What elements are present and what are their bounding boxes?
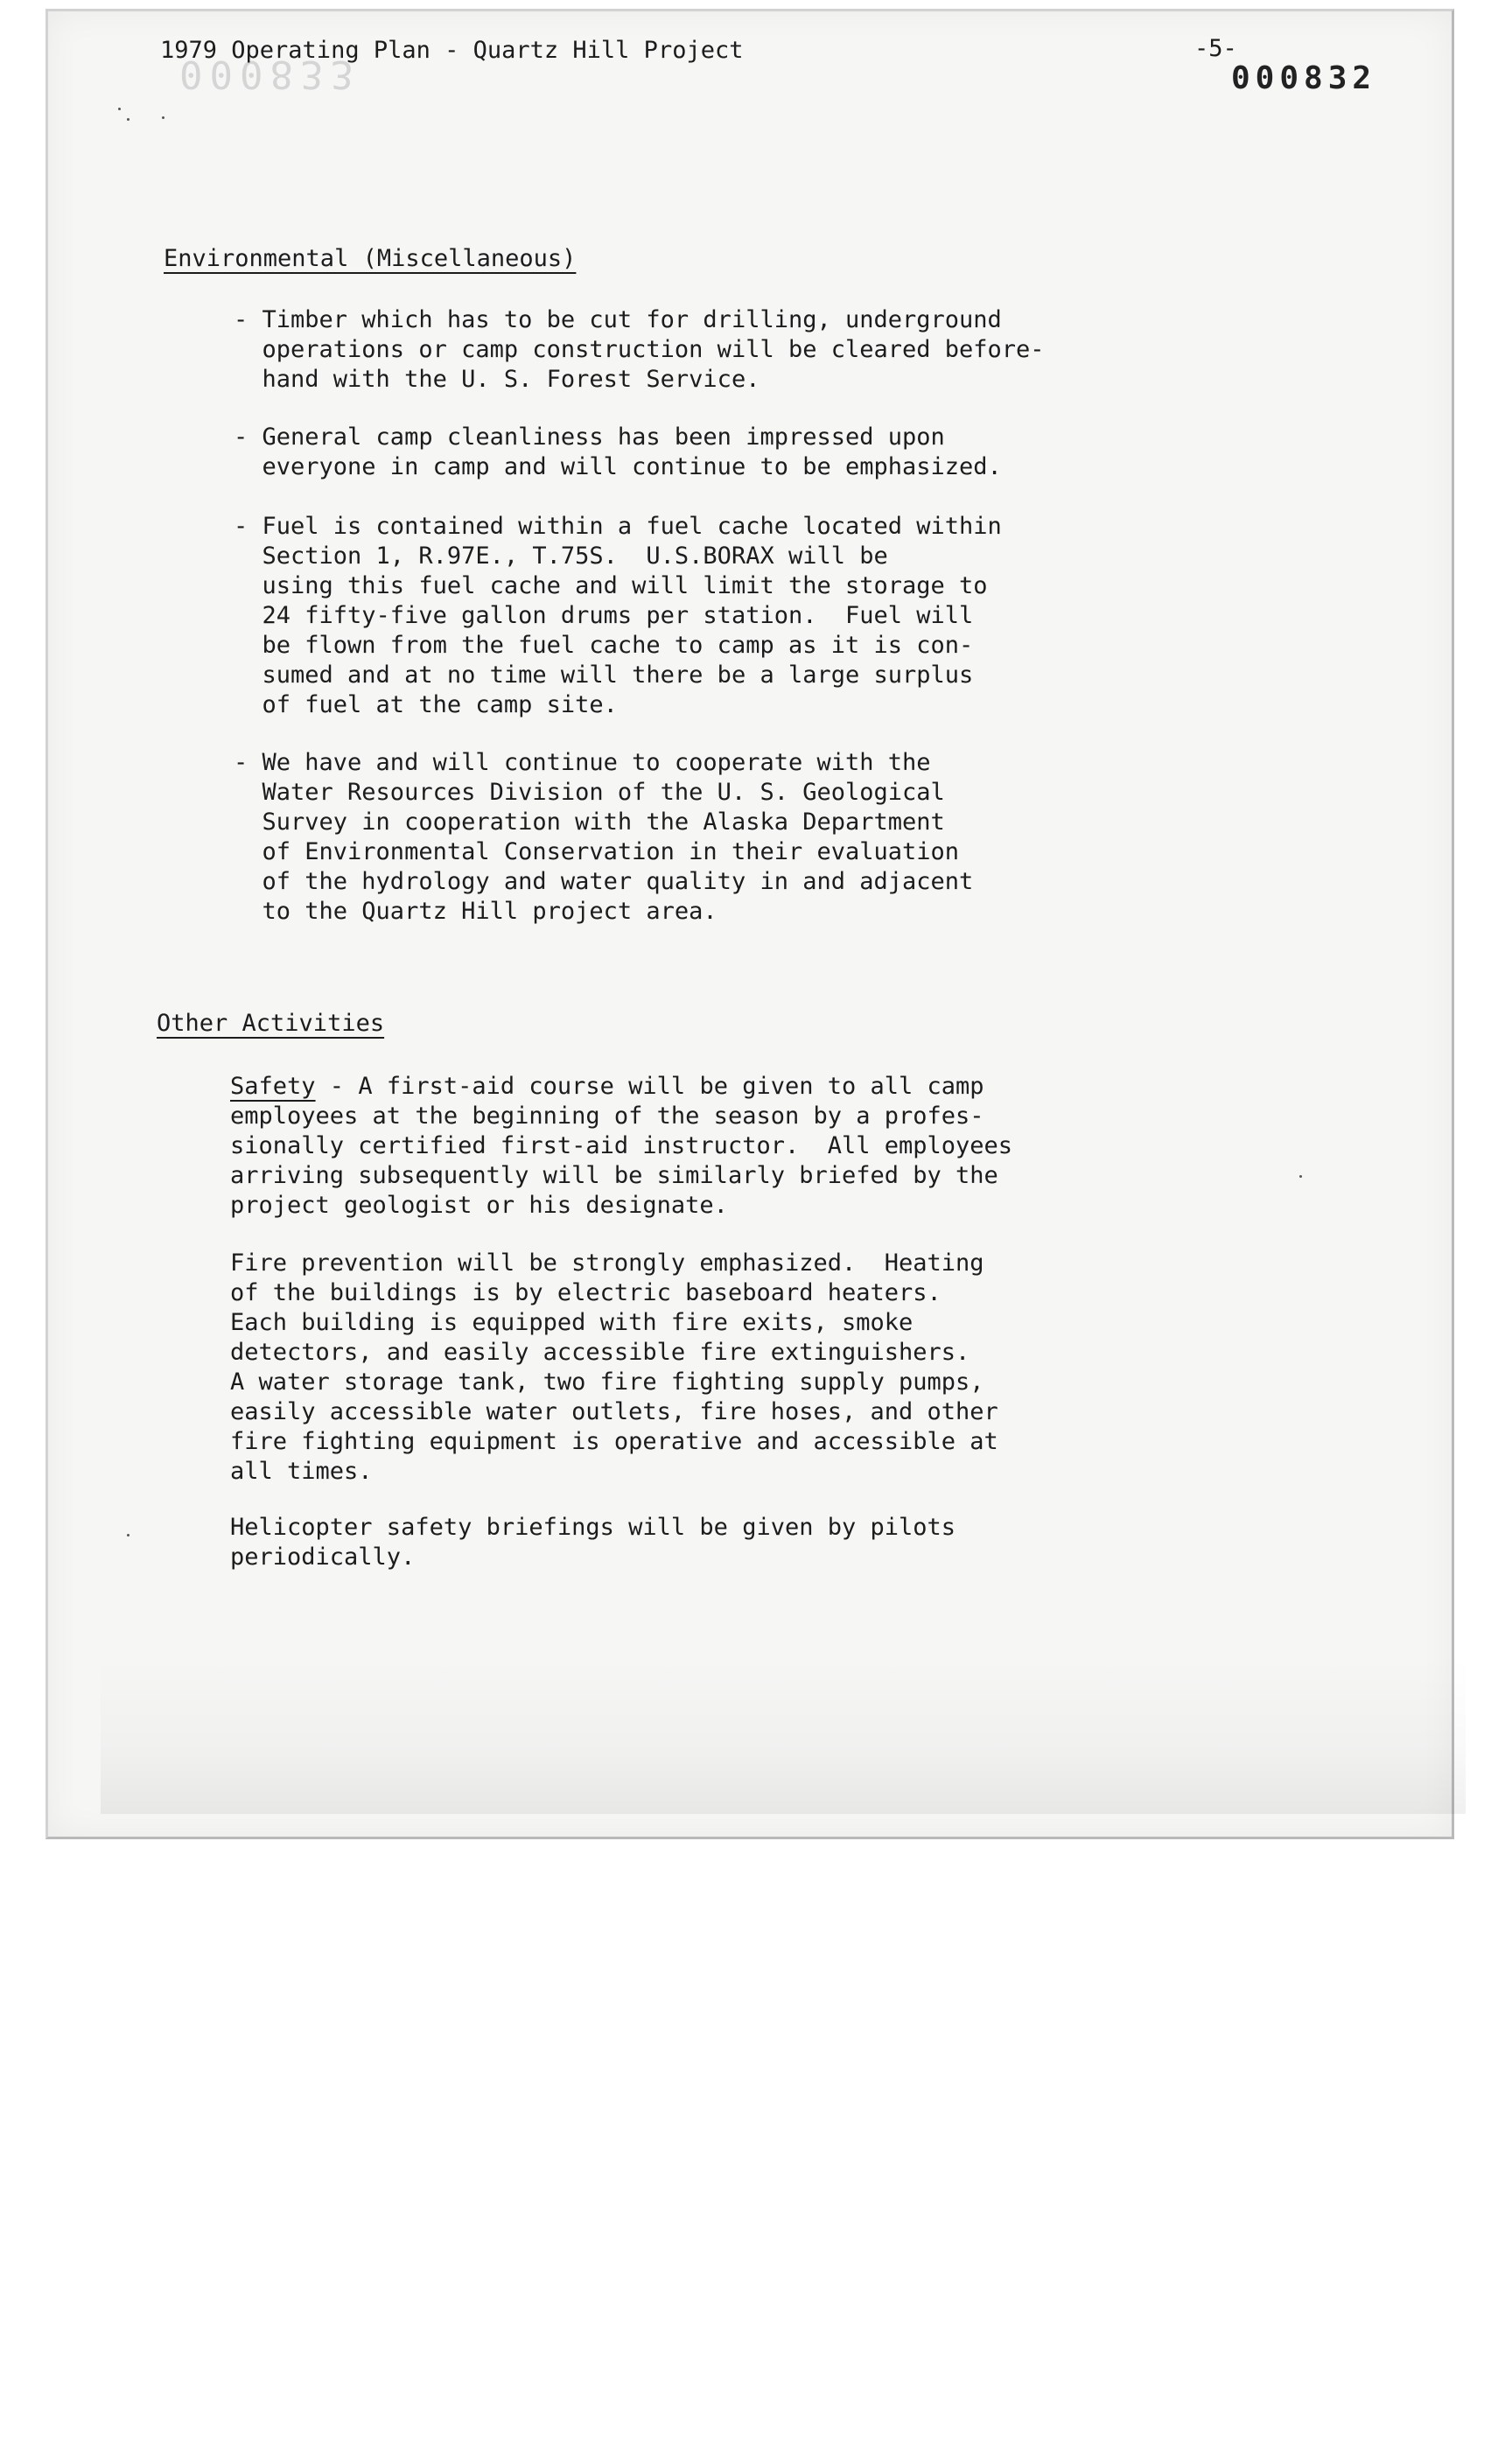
paragraph-line: periodically.	[230, 1544, 416, 1571]
bullet-line: Water Resources Division of the U. S. Geological	[234, 779, 945, 806]
paragraph-line: Fire prevention will be strongly emphasized. Heating	[230, 1250, 984, 1277]
paragraph-line: Each building is equipped with fire exits, smoke	[230, 1309, 914, 1336]
paragraph-line: Helicopter safety briefings will be given by pilots	[230, 1514, 956, 1541]
bullet-line: of fuel at the camp site.	[234, 691, 618, 718]
bullet-line: - Fuel is contained within a fuel cache located within	[234, 513, 1002, 540]
bullet-line: of Environmental Conservation in their evaluation	[234, 838, 960, 865]
bullet-line: sumed and at no time will there be a large surplus	[234, 662, 974, 689]
paragraph-line: arriving subsequently will be similarly briefed by the	[230, 1162, 998, 1189]
paragraph-line-rest: - A first-aid course will be given to all camp	[315, 1073, 984, 1100]
paragraph-line: project geologist or his designate.	[230, 1192, 728, 1219]
safety-lead-label: Safety	[230, 1073, 316, 1100]
bullet-line: to the Quartz Hill project area.	[234, 898, 718, 925]
scan-speck	[118, 108, 121, 110]
document-stamp-number: 000832	[1231, 60, 1377, 96]
scan-speck	[1299, 1175, 1302, 1178]
bullet-line: be flown from the fuel cache to camp as it is con-	[234, 632, 974, 659]
section-heading-other-activities: Other Activities	[157, 1010, 385, 1037]
bullet-line: of the hydrology and water quality in and adjacent	[234, 868, 974, 895]
paragraph-line: of the buildings is by electric baseboard heaters.	[230, 1279, 942, 1306]
paragraph-line: employees at the beginning of the season by a profes-	[230, 1102, 984, 1130]
section-heading-environmental: Environmental (Miscellaneous)	[164, 245, 577, 272]
bullet-line: Survey in cooperation with the Alaska Department	[234, 808, 945, 836]
scan-speck	[162, 116, 164, 119]
bullet-line: operations or camp construction will be cleared before-	[234, 336, 1045, 363]
scan-shading	[101, 1656, 1466, 1814]
bullet-line: - Timber which has to be cut for drilling, underground	[234, 306, 1002, 333]
document-page	[46, 9, 1454, 1839]
bullet-line: using this fuel cache and will limit the storage to	[234, 572, 988, 599]
paragraph-line: easily accessible water outlets, fire hoses, and other	[230, 1398, 998, 1425]
paragraph-line: fire fighting equipment is operative and accessible at	[230, 1428, 998, 1455]
paragraph-line: sionally certified first-aid instructor. All employees	[230, 1132, 1013, 1159]
running-header-title: 1979 Operating Plan - Quartz Hill Project	[160, 37, 744, 64]
bullet-line: everyone in camp and will continue to be emphasized.	[234, 453, 1002, 480]
bullet-line: Section 1, R.97E., T.75S. U.S.BORAX will be	[234, 542, 888, 570]
paragraph-first-line	[230, 1072, 984, 1102]
page-number: -5-	[1194, 35, 1237, 62]
bullet-line: hand with the U. S. Forest Service.	[234, 366, 760, 393]
bullet-line: - General camp cleanliness has been impressed upon	[234, 424, 945, 451]
paragraph-line: A water storage tank, two fire fighting supply pumps,	[230, 1368, 984, 1396]
scan-speck	[127, 118, 130, 121]
bleed-through-stamp: 000833	[179, 52, 360, 96]
paragraph-line: detectors, and easily accessible fire extinguishers.	[230, 1339, 970, 1366]
bullet-line: 24 fifty-five gallon drums per station. Fuel will	[234, 602, 974, 629]
bullet-line: - We have and will continue to cooperate with the	[234, 749, 931, 776]
paragraph-line: all times.	[230, 1458, 373, 1485]
scan-speck	[127, 1534, 130, 1536]
